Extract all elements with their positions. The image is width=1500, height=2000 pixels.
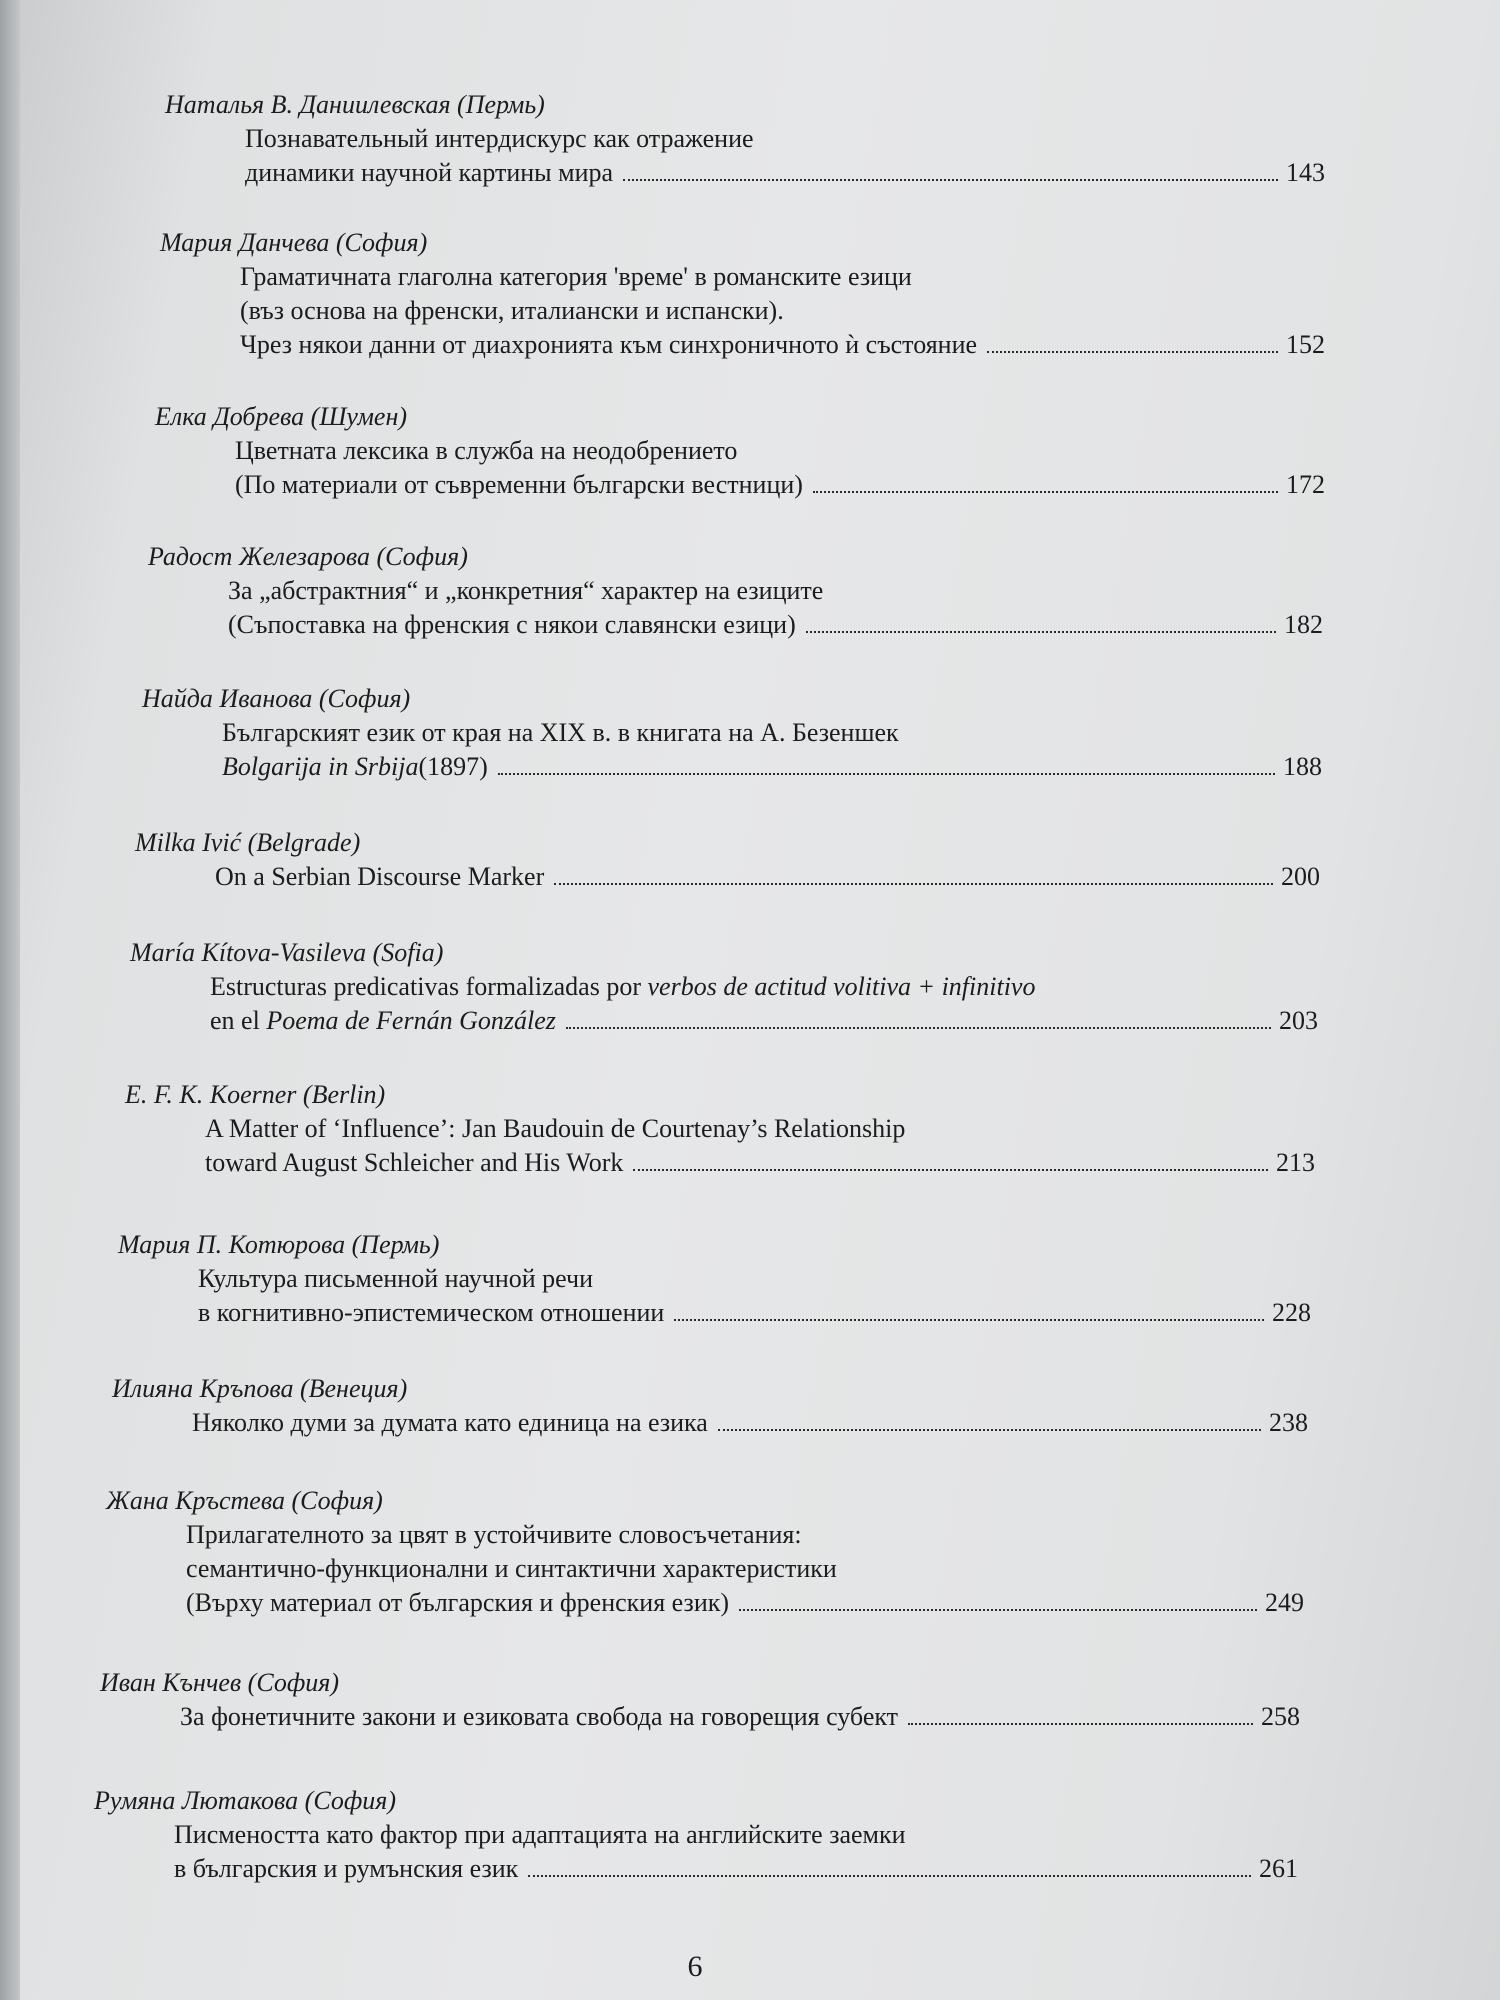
entry-title-line: в българския и румънския език	[174, 1854, 519, 1883]
page-number: 261	[1259, 1854, 1298, 1883]
leader-dots	[908, 1723, 1253, 1725]
entry-last-line	[235, 468, 1325, 502]
entry-author: Иван Кънчев (София)	[100, 1668, 340, 1697]
entry-author: Milka Ivić (Belgrade)	[135, 828, 361, 857]
entry-last-line	[245, 156, 1325, 190]
page-number: 143	[1286, 158, 1325, 187]
leader-dots	[739, 1609, 1257, 1611]
entry-title-italic: verbos de actitud volitiva + infinitivo	[647, 972, 1036, 1001]
entry-title-line: Прилагателното за цвят в устойчивите словосъчетания:	[186, 1520, 802, 1549]
page-number: 249	[1265, 1588, 1304, 1617]
toc-entry	[100, 1666, 1300, 1734]
toc-entry	[125, 1078, 1315, 1180]
leader-dots	[498, 773, 1275, 775]
page-number: 172	[1286, 470, 1325, 499]
entry-last-line	[192, 1406, 1308, 1440]
entry-last-line	[210, 1004, 1318, 1038]
leader-dots	[528, 1875, 1251, 1877]
toc-entry	[148, 540, 1323, 642]
leader-dots	[623, 179, 1278, 181]
entry-title-italic: Poema de Fernán González	[266, 1006, 556, 1035]
entry-author: Елка Добрева (Шумен)	[155, 402, 408, 431]
entry-title-line: Писмеността като фактор при адаптацията на английските заемки	[174, 1820, 906, 1849]
entry-author: Наталья В. Даниилевская (Пермь)	[165, 90, 545, 119]
entry-last-line	[228, 608, 1323, 642]
entry-title-text: Estructuras predicativas formalizadas por	[210, 972, 648, 1001]
entry-title-line: Чрез някои данни от диахронията към синхроничното ѝ състояние	[240, 330, 978, 359]
page-folio-number: 6	[687, 1950, 703, 1983]
entry-last-line	[198, 1296, 1311, 1330]
page-number: 200	[1281, 862, 1320, 891]
entry-title-line: Цветната лексика в служба на неодобрението	[235, 436, 738, 465]
entry-title-line	[210, 970, 1318, 1004]
leader-dots	[813, 491, 1278, 493]
leader-dots	[718, 1429, 1261, 1431]
page-number: 203	[1279, 1006, 1318, 1035]
entry-title-line: семантично-функционални и синтактични характеристики	[186, 1554, 837, 1583]
toc-entry	[165, 88, 1325, 190]
entry-title-line: (Върху материал от българския и френския език)	[186, 1588, 730, 1617]
toc-entry	[112, 1372, 1308, 1440]
toc-entry	[160, 226, 1325, 362]
entry-title-line: (1897)	[418, 752, 488, 781]
entry-title-line: в когнитивно-эпистемическом отношении	[198, 1298, 665, 1327]
entry-last-line	[174, 1852, 1298, 1886]
leader-dots	[806, 631, 1276, 633]
entry-author: Румяна Лютакова (София)	[94, 1786, 397, 1815]
toc-entry	[135, 826, 1320, 894]
entry-author: E. F. K. Koerner (Berlin)	[125, 1080, 386, 1109]
entry-author: Жана Кръстева (София)	[106, 1486, 383, 1515]
page-edge-shadow	[0, 0, 20, 2000]
entry-title-line: Граматичната глаголна категория 'време' в романските езици	[240, 262, 912, 291]
toc-entry	[130, 936, 1318, 1038]
entry-title-line: Культура письменной научной речи	[198, 1264, 594, 1293]
entry-last-line	[215, 860, 1320, 894]
entry-last-line	[240, 328, 1325, 362]
entry-last-line	[186, 1586, 1304, 1620]
entry-title-line: (въз основа на френски, италиански и испански).	[240, 296, 784, 325]
entry-last-line	[180, 1700, 1300, 1734]
entry-title-line: За „абстрактния“ и „конкретния“ характер на езиците	[228, 576, 824, 605]
entry-title-line: On a Serbian Discourse Marker	[215, 862, 545, 891]
entry-author: Мария Данчева (София)	[160, 228, 428, 257]
leader-dots	[554, 883, 1273, 885]
page-number: 182	[1284, 610, 1323, 639]
toc-entry	[155, 400, 1325, 502]
entry-author: Найда Иванова (София)	[142, 684, 411, 713]
page-number: 213	[1276, 1148, 1315, 1177]
entry-title-line: A Matter of ‘Influence’: Jan Baudouin de Courtenay’s Relationship	[205, 1114, 906, 1143]
entry-title-line: динамики научной картины мира	[245, 158, 614, 187]
entry-author: Илияна Кръпова (Венеция)	[112, 1374, 408, 1403]
entry-last-line	[205, 1146, 1315, 1180]
leader-dots	[987, 351, 1278, 353]
entry-title-italic: Bolgarija in Srbija	[222, 752, 419, 781]
toc-entry	[118, 1228, 1311, 1330]
entry-title-line: Познавательный интердискурс как отражение	[245, 124, 754, 153]
leader-dots	[566, 1027, 1271, 1029]
entry-title-line: За фонетичните закони и езиковата свобода на говорещия субект	[180, 1702, 899, 1731]
page-number: 238	[1269, 1408, 1308, 1437]
toc-entry	[142, 682, 1322, 784]
leader-dots	[674, 1319, 1264, 1321]
entry-title-line: (По материали от съвременни български вестници)	[235, 470, 803, 499]
entry-last-line	[222, 750, 1322, 784]
page-number: 152	[1286, 330, 1325, 359]
entry-title-line: (Съпоставка на френския с някои славянски езици)	[228, 610, 796, 639]
entry-author: María Kítova-Vasileva (Sofia)	[130, 938, 444, 967]
entry-title-line: Българският език от края на XIX в. в книгата на А. Безеншек	[222, 718, 899, 747]
leader-dots	[633, 1169, 1268, 1171]
page-number: 188	[1283, 752, 1322, 781]
toc-entry	[94, 1784, 1298, 1886]
toc-entry	[106, 1484, 1304, 1620]
page-number: 258	[1261, 1702, 1300, 1731]
entry-title-line: Няколко думи за думата като единица на езика	[192, 1408, 708, 1437]
entry-author: Радост Железарова (София)	[148, 542, 468, 571]
entry-author: Мария П. Котюрова (Пермь)	[118, 1230, 440, 1259]
entry-title-text: en el	[210, 1006, 267, 1035]
page-number: 228	[1272, 1298, 1311, 1327]
entry-title-line: toward August Schleicher and His Work	[205, 1148, 624, 1177]
